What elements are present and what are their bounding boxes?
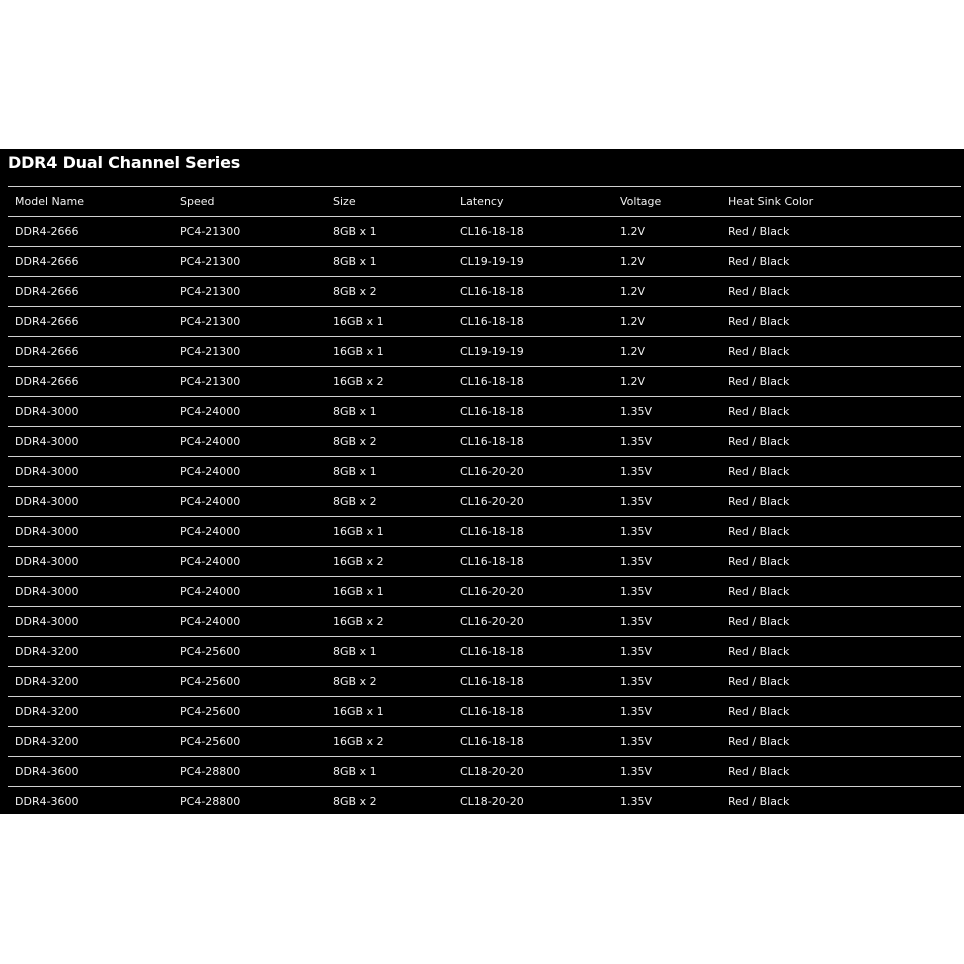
table-row: [8, 757, 961, 787]
model-name-cell: DDR4-3000: [8, 427, 173, 457]
model-name-cell: DDR4-2666: [8, 367, 173, 397]
heat-sink-color-cell: Red / Black: [721, 367, 961, 397]
heat-sink-color-cell: Red / Black: [721, 307, 961, 337]
heat-sink-color-cell: Red / Black: [721, 547, 961, 577]
size-cell: 16GB x 1: [326, 517, 453, 547]
heat-sink-color-cell: Red / Black: [721, 397, 961, 427]
speed-cell: PC4-21300: [173, 367, 326, 397]
heat-sink-color-cell: Red / Black: [721, 607, 961, 637]
size-cell: 16GB x 2: [326, 727, 453, 757]
latency-cell: CL16-18-18: [453, 517, 613, 547]
column-header-size: Size: [326, 187, 453, 217]
speed-cell: PC4-21300: [173, 277, 326, 307]
heat-sink-color-cell: Red / Black: [721, 577, 961, 607]
speed-cell: PC4-24000: [173, 607, 326, 637]
latency-cell: CL16-18-18: [453, 727, 613, 757]
speed-cell: PC4-25600: [173, 667, 326, 697]
size-cell: 8GB x 2: [326, 277, 453, 307]
table-row: [8, 727, 961, 757]
latency-cell: CL18-20-20: [453, 787, 613, 817]
table-row: [8, 397, 961, 427]
speed-cell: PC4-21300: [173, 307, 326, 337]
speed-cell: PC4-24000: [173, 397, 326, 427]
latency-cell: CL16-18-18: [453, 397, 613, 427]
model-name-cell: DDR4-3000: [8, 607, 173, 637]
voltage-cell: 1.2V: [613, 247, 721, 277]
column-header-latency: Latency: [453, 187, 613, 217]
speed-cell: PC4-24000: [173, 487, 326, 517]
table-row: [8, 697, 961, 727]
latency-cell: CL19-19-19: [453, 247, 613, 277]
voltage-cell: 1.35V: [613, 637, 721, 667]
speed-cell: PC4-21300: [173, 337, 326, 367]
voltage-cell: 1.2V: [613, 307, 721, 337]
latency-cell: CL19-19-19: [453, 337, 613, 367]
heat-sink-color-cell: Red / Black: [721, 277, 961, 307]
heat-sink-color-cell: Red / Black: [721, 697, 961, 727]
voltage-cell: 1.35V: [613, 397, 721, 427]
table-row: [8, 277, 961, 307]
heat-sink-color-cell: Red / Black: [721, 667, 961, 697]
model-name-cell: DDR4-3000: [8, 457, 173, 487]
model-name-cell: DDR4-3600: [8, 787, 173, 817]
voltage-cell: 1.2V: [613, 337, 721, 367]
model-name-cell: DDR4-3200: [8, 697, 173, 727]
table-row: [8, 787, 961, 817]
size-cell: 8GB x 2: [326, 487, 453, 517]
speed-cell: PC4-24000: [173, 547, 326, 577]
heat-sink-color-cell: Red / Black: [721, 787, 961, 817]
size-cell: 8GB x 1: [326, 757, 453, 787]
column-header-model-name: Model Name: [8, 187, 173, 217]
model-name-cell: DDR4-3000: [8, 517, 173, 547]
speed-cell: PC4-25600: [173, 727, 326, 757]
latency-cell: CL16-20-20: [453, 487, 613, 517]
model-name-cell: DDR4-3200: [8, 667, 173, 697]
heat-sink-color-cell: Red / Black: [721, 457, 961, 487]
heat-sink-color-cell: Red / Black: [721, 517, 961, 547]
model-name-cell: DDR4-3000: [8, 577, 173, 607]
size-cell: 8GB x 1: [326, 457, 453, 487]
model-name-cell: DDR4-2666: [8, 247, 173, 277]
speed-cell: PC4-28800: [173, 787, 326, 817]
model-name-cell: DDR4-3000: [8, 397, 173, 427]
speed-cell: PC4-25600: [173, 637, 326, 667]
voltage-cell: 1.35V: [613, 517, 721, 547]
latency-cell: CL16-18-18: [453, 667, 613, 697]
table-row: [8, 217, 961, 247]
heat-sink-color-cell: Red / Black: [721, 247, 961, 277]
model-name-cell: DDR4-2666: [8, 277, 173, 307]
table-row: [8, 547, 961, 577]
latency-cell: CL16-18-18: [453, 637, 613, 667]
table-row: [8, 427, 961, 457]
table-row: [8, 307, 961, 337]
size-cell: 16GB x 1: [326, 577, 453, 607]
column-header-voltage: Voltage: [613, 187, 721, 217]
size-cell: 8GB x 2: [326, 427, 453, 457]
voltage-cell: 1.35V: [613, 547, 721, 577]
heat-sink-color-cell: Red / Black: [721, 757, 961, 787]
model-name-cell: DDR4-3000: [8, 547, 173, 577]
spec-table: [8, 186, 961, 816]
speed-cell: PC4-21300: [173, 247, 326, 277]
voltage-cell: 1.35V: [613, 667, 721, 697]
heat-sink-color-cell: Red / Black: [721, 217, 961, 247]
size-cell: 8GB x 2: [326, 667, 453, 697]
heat-sink-color-cell: Red / Black: [721, 337, 961, 367]
model-name-cell: DDR4-3600: [8, 757, 173, 787]
latency-cell: CL16-18-18: [453, 697, 613, 727]
heat-sink-color-cell: Red / Black: [721, 487, 961, 517]
voltage-cell: 1.35V: [613, 577, 721, 607]
table-row: [8, 637, 961, 667]
size-cell: 16GB x 1: [326, 307, 453, 337]
model-name-cell: DDR4-3200: [8, 727, 173, 757]
size-cell: 16GB x 2: [326, 607, 453, 637]
table-row: [8, 337, 961, 367]
size-cell: 16GB x 1: [326, 337, 453, 367]
table-body: [8, 217, 961, 817]
size-cell: 8GB x 2: [326, 787, 453, 817]
voltage-cell: 1.2V: [613, 367, 721, 397]
latency-cell: CL18-20-20: [453, 757, 613, 787]
latency-cell: CL16-18-18: [453, 217, 613, 247]
speed-cell: PC4-25600: [173, 697, 326, 727]
voltage-cell: 1.35V: [613, 607, 721, 637]
speed-cell: PC4-24000: [173, 577, 326, 607]
table-row: [8, 457, 961, 487]
heat-sink-color-cell: Red / Black: [721, 427, 961, 457]
latency-cell: CL16-20-20: [453, 457, 613, 487]
latency-cell: CL16-20-20: [453, 577, 613, 607]
voltage-cell: 1.35V: [613, 757, 721, 787]
latency-cell: CL16-18-18: [453, 547, 613, 577]
size-cell: 16GB x 1: [326, 697, 453, 727]
size-cell: 16GB x 2: [326, 547, 453, 577]
voltage-cell: 1.2V: [613, 277, 721, 307]
speed-cell: PC4-28800: [173, 757, 326, 787]
table-row: [8, 487, 961, 517]
model-name-cell: DDR4-3000: [8, 487, 173, 517]
column-header-speed: Speed: [173, 187, 326, 217]
table-row: [8, 247, 961, 277]
voltage-cell: 1.35V: [613, 787, 721, 817]
heat-sink-color-cell: Red / Black: [721, 637, 961, 667]
table-row: [8, 667, 961, 697]
speed-cell: PC4-24000: [173, 517, 326, 547]
model-name-cell: DDR4-3200: [8, 637, 173, 667]
size-cell: 8GB x 1: [326, 397, 453, 427]
voltage-cell: 1.35V: [613, 457, 721, 487]
voltage-cell: 1.35V: [613, 697, 721, 727]
latency-cell: CL16-18-18: [453, 427, 613, 457]
model-name-cell: DDR4-2666: [8, 217, 173, 247]
voltage-cell: 1.35V: [613, 427, 721, 457]
speed-cell: PC4-24000: [173, 427, 326, 457]
model-name-cell: DDR4-2666: [8, 337, 173, 367]
table-header-row: [8, 187, 961, 217]
size-cell: 8GB x 1: [326, 637, 453, 667]
latency-cell: CL16-20-20: [453, 607, 613, 637]
speed-cell: PC4-21300: [173, 217, 326, 247]
model-name-cell: DDR4-2666: [8, 307, 173, 337]
latency-cell: CL16-18-18: [453, 367, 613, 397]
column-header-heat-sink-color: Heat Sink Color: [721, 187, 961, 217]
heat-sink-color-cell: Red / Black: [721, 727, 961, 757]
size-cell: 16GB x 2: [326, 367, 453, 397]
voltage-cell: 1.2V: [613, 217, 721, 247]
table-row: [8, 367, 961, 397]
voltage-cell: 1.35V: [613, 487, 721, 517]
speed-cell: PC4-24000: [173, 457, 326, 487]
voltage-cell: 1.35V: [613, 727, 721, 757]
size-cell: 8GB x 1: [326, 247, 453, 277]
spec-panel: [0, 149, 964, 814]
latency-cell: CL16-18-18: [453, 277, 613, 307]
latency-cell: CL16-18-18: [453, 307, 613, 337]
page-title: DDR4 Dual Channel Series: [8, 153, 241, 172]
table-row: [8, 517, 961, 547]
table-row: [8, 577, 961, 607]
size-cell: 8GB x 1: [326, 217, 453, 247]
table-row: [8, 607, 961, 637]
